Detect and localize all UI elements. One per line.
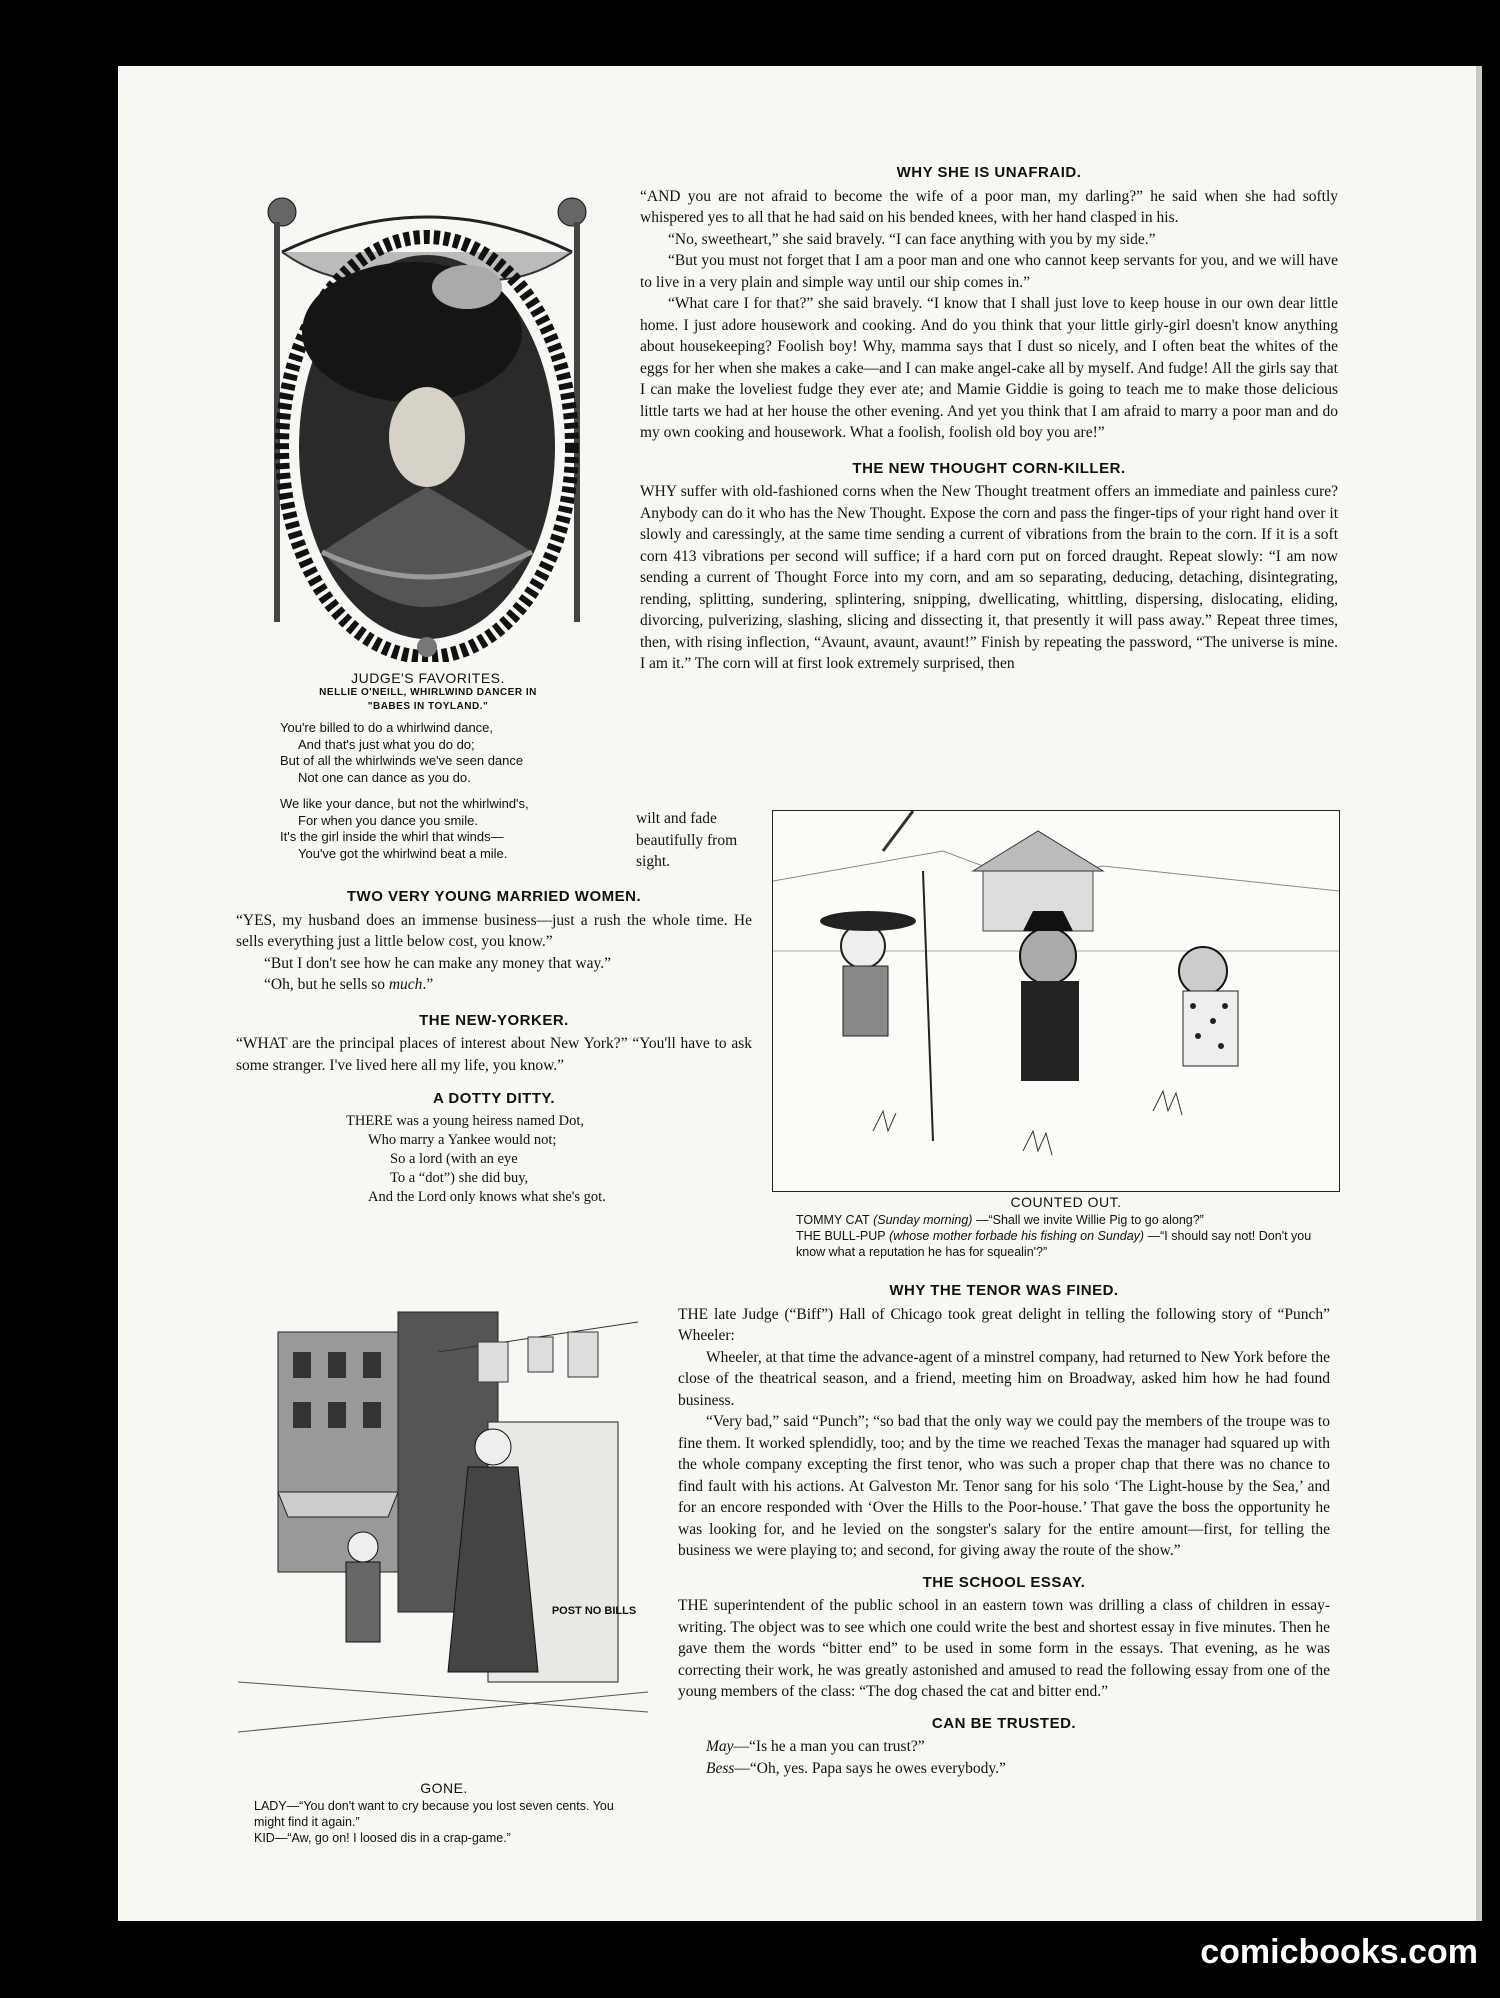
poem-line: So a lord (with an eye	[390, 1150, 518, 1167]
corn-killer-end	[636, 808, 756, 873]
trusted-title: CAN BE TRUSTED.	[931, 1714, 1077, 1732]
watermark-logo: comicbooks.com	[1200, 1933, 1478, 1971]
poem-line: Not one can dance as you do.	[298, 769, 471, 785]
cartoon-counted-out	[772, 810, 1340, 1192]
counted-out-illustration	[773, 811, 1339, 1191]
married-title: TWO VERY YOUNG MARRIED WOMEN.	[346, 888, 642, 905]
poem-line: To a “dot”) she did buy,	[390, 1169, 529, 1186]
dialogue: —“I should say not! Don't you know what a reputation he has for squealin'?”	[796, 1229, 1312, 1259]
dialogue: —“You don't want to cry because you lost seven cents. You might find it again.”	[254, 1799, 614, 1829]
poem-line: You've got the whirlwind beat a mile.	[298, 845, 508, 861]
dialogue: —“Shall we invite Willie Pig to go along?”	[975, 1213, 1204, 1227]
why-unafraid-title: WHY SHE IS UNAFRAID.	[896, 164, 1082, 181]
speaker: LADY	[254, 1799, 287, 1813]
paragraph: WHY suffer with old-fashioned corns when the New Thought treatment offers an immediate and painless cure? Anybody can do it who has the New Thought. Expose the corn and pass the finger-tips of your right hand over it slowly and caressingly, at the same time sending a current of vibrations from the brain to the corn. If it is a soft corn 413 vibrations per second will suffice; if a hard corn put on forced draught. Repeat slowly: “I am now sending a current of Thought Force into my corn, and am so separating, deducing, detaching, disintegrating, rending, splitting, sundering, splintering, snipping, dwellicating, whittling, dispersing, dislocating, eliding, divorcing, pulverizing, slashing, slicing and dissecting it, that presently it will pass away.” Repeat three times, then, with rising inflection, “Avaunt, avaunt, avaunt!” Finish by repeating the password, “The universe is mine. I am it.” The corn will at first look extremely surprised, then	[640, 483, 1338, 672]
poem-line: Who marry a Yankee would not;	[368, 1131, 557, 1148]
tenor-title: WHY THE TENOR WAS FINED.	[889, 1282, 1119, 1299]
portrait-subtitle-2: "BABES IN TOYLAND."	[367, 701, 489, 712]
portrait-poem	[280, 720, 628, 862]
why-unafraid-article	[640, 162, 1338, 675]
gone-caption	[254, 1780, 634, 1846]
paragraph: “YES, my husband does an immense business—just a rush the whole time. He sells everything just a little below cost, you know.”	[236, 911, 752, 950]
paragraph: May—“Is he a man you can trust?”	[706, 1738, 925, 1755]
next-page-edge	[1476, 66, 1482, 1921]
paragraph: “But I don't see how he can make any money that way.”	[264, 954, 611, 972]
speaker: TOMMY CAT	[796, 1213, 870, 1227]
post-no-bills-sign: POST NO BILLS	[551, 1605, 637, 1617]
counted-out-caption	[796, 1194, 1336, 1260]
poem-line: It's the girl inside the whirl that winds—	[280, 829, 504, 844]
essay-title: THE SCHOOL ESSAY.	[922, 1573, 1086, 1591]
cartoon-gone	[238, 1292, 648, 1778]
paragraph: “AND you are not afraid to become the wife of a poor man, my darling?” he said when she had softly whispered yes to all that he had said on his bended knees, with her hand clasped in his.	[640, 187, 1338, 226]
paragraph: “Very bad,” said “Punch”; “so bad that the only way we could pay the members of the troupe was to fine them. It worked splendidly, too; and by the time we reached Texas the manager had squared up with the whole company excepting the first tenor, who was such a proper chap that there was no chance to find fault with his actions. At Galveston Mr. Tenor sang for his solo ‘The Light-house by the Sea,’ and for an encore responded with ‘Over the Hills to the Poor-house.’ That gave the boss the opportunity he was looking for, and he levied on the songster's salary for the entire amount—first, for telling the business we were playing to; and second, for giving away the route of the show.”	[678, 1413, 1330, 1559]
poem-line: THERE was a young heiress named Dot,	[346, 1112, 584, 1129]
dialogue: —“Aw, go on! I loosed dis in a crap-game.”	[274, 1831, 511, 1845]
ditty-poem	[346, 1112, 752, 1207]
poem-line: You're billed to do a whirlwind dance,	[280, 720, 494, 735]
portrait-subtitle-1: NELLIE O'NEILL, WHIRLWIND DANCER IN	[319, 687, 537, 698]
paragraph: Wheeler, at that time the advance-agent of a minstrel company, had returned to New York before the close of the theatrical season, and a friend, meeting him on Broadway, asked him how he had found business.	[678, 1348, 1330, 1409]
stage-direction: (Sunday morning)	[873, 1213, 973, 1227]
new-yorker-title: THE NEW-YORKER.	[419, 1011, 569, 1029]
stage-direction: (whose mother forbade his fishing on Sunday)	[889, 1229, 1145, 1243]
paragraph: “But you must not forget that I am a poor man and one who cannot keep servants for you, and we will have to live in a very plain and simple way until our ship comes in.”	[640, 252, 1338, 291]
speaker: KID	[254, 1831, 275, 1845]
paragraph: “Oh, but he sells so much.”	[264, 976, 434, 993]
poem-line: And the Lord only knows what she's got.	[368, 1188, 606, 1205]
paragraph: “No, sweetheart,” she said bravely. “I can face anything with you by my side.”	[668, 230, 1156, 248]
paragraph: “WHAT are the principal places of interest about New York?” “You'll have to ask some stranger. I've lived here all my life, you know.”	[236, 1035, 752, 1074]
corn-killer-title: THE NEW THOUGHT CORN-KILLER.	[852, 459, 1126, 477]
paragraph: Bess—“Oh, yes. Papa says he owes everybody.”	[706, 1759, 1006, 1777]
right-column-lower	[678, 1280, 1330, 1779]
counted-out-title: COUNTED OUT.	[1010, 1194, 1122, 1210]
portrait-frame	[262, 192, 592, 662]
portrait-illustration	[262, 192, 592, 662]
poem-line: We like your dance, but not the whirlwind's,	[280, 796, 529, 811]
poem-line: But of all the whirlwinds we've seen dance	[280, 753, 524, 768]
speaker: THE BULL-PUP	[796, 1229, 886, 1243]
poem-line: For when you dance you smile.	[298, 812, 478, 828]
paragraph: THE late Judge (“Biff”) Hall of Chicago took great delight in telling the following story of “Punch” Wheeler:	[678, 1305, 1330, 1344]
ditty-title: A DOTTY DITTY.	[432, 1090, 555, 1107]
poem-line: And that's just what you do do;	[298, 736, 475, 752]
gone-title: GONE.	[420, 1780, 468, 1796]
left-column-jokes	[236, 886, 752, 1207]
paragraph-end: wilt and fade beautifully from sight.	[636, 810, 738, 870]
paragraph: “What care I for that?” she said bravely. “I know that I shall just love to keep house in our own dear little home. I just adore housework and cooking. And do you think that your little girly-girl doesn't know anything about housekeeping? Foolish boy! Why, mamma says that I dust so nicely, and I often beat the whites of the eggs for her when she makes a cake—and I can make angel-cake all by myself. And fudge! All the girls say that I can make the loveliest fudge they ever ate; and Mamie Giddie is going to teach me to make those delicious little tarts we had at her house the other evening. And yet you think that I am afraid to marry a poor man and do my own cooking and housework. What a foolish, foolish old boy you are!”	[640, 295, 1338, 441]
gone-illustration	[238, 1292, 648, 1778]
portrait-title: JUDGE'S FAVORITES.	[351, 670, 505, 686]
paragraph: THE superintendent of the public school in an eastern town was drilling a class of children in essay-writing. The object was to see which one could write the best and shortest essay in five minutes. Then he gave them the words “bitter end” to be used in some form in the essays. That evening, as he was correcting their work, he was greatly astonished and amused to read the following essay from one of the young members of the class: “The dog chased the cat and bitter end.”	[678, 1597, 1330, 1700]
